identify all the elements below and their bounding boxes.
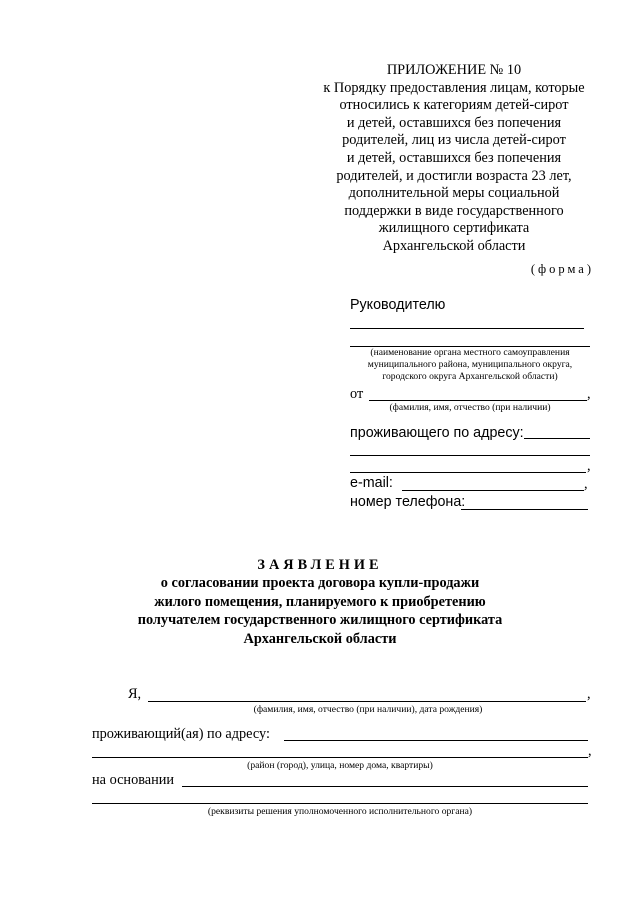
appendix-line: к Порядку предоставления лицам, которые — [323, 79, 585, 96]
address-field-1[interactable] — [524, 438, 590, 439]
appendix-line: жилищного сертификата — [378, 220, 530, 237]
statement-line: получателем государственного жилищного сертификата — [137, 612, 503, 629]
address-caption: (район (город), улица, номер дома, квартиры) — [247, 760, 433, 771]
name-caption: (фамилия, имя, отчество (при наличии) — [389, 402, 551, 413]
email-field[interactable] — [402, 490, 584, 491]
addressee-to: Руководителю — [350, 297, 446, 313]
org-caption-line: муниципального района, муниципального округа, — [367, 359, 573, 371]
comma: , — [587, 686, 591, 702]
addressee-line-1[interactable] — [350, 328, 584, 329]
appendix-title: ПРИЛОЖЕНИЕ № 10 — [386, 62, 522, 78]
appendix-line: и детей, оставшихся без попечения — [346, 114, 562, 131]
statement-heading: ЗАЯВЛЕНИЕ — [257, 557, 383, 573]
residing-label: проживающий(ая) по адресу: — [92, 726, 270, 742]
form-mark: (форма) — [530, 262, 594, 276]
appendix-line: поддержки в виде государственного — [344, 202, 564, 219]
address-field-3[interactable] — [350, 472, 586, 473]
comma: , — [587, 458, 591, 474]
appendix-line: родителей, и достигли возраста 23 лет, — [336, 167, 572, 184]
applicant-caption: (фамилия, имя, отчество (при наличии), дата рождения) — [253, 704, 483, 715]
comma: , — [584, 476, 588, 492]
statement-line: жилого помещения, планируемого к приобретению — [154, 593, 486, 610]
phone-field[interactable] — [461, 509, 588, 510]
appendix-line: Архангельской области — [382, 237, 526, 254]
statement-title — [0, 556, 640, 648]
org-caption-line: городского округа Архангельской области) — [382, 371, 558, 383]
appendix-line: дополнительной меры социальной — [348, 185, 560, 202]
appendix-block — [300, 62, 608, 256]
comma: , — [587, 386, 591, 402]
address-field-2[interactable] — [350, 455, 590, 456]
residing-field-2[interactable] — [92, 757, 588, 758]
statement-line: Архангельской области — [243, 630, 397, 647]
basis-field-1[interactable] — [182, 786, 588, 787]
basis-label: на основании — [92, 772, 175, 788]
appendix-line: относились к категориям детей-сирот — [339, 97, 569, 114]
from-label: от — [350, 386, 364, 402]
applicant-name-field[interactable] — [148, 701, 586, 702]
residing-field-1[interactable] — [284, 740, 588, 741]
phone-label: номер телефона: — [350, 494, 466, 510]
statement-line: о согласовании проекта договора купли-продажи — [160, 575, 480, 592]
basis-caption: (реквизиты решения уполномоченного исполнительного органа) — [207, 806, 473, 817]
comma: , — [588, 743, 592, 759]
email-label: e-mail: — [350, 475, 393, 491]
i-label: Я, — [128, 686, 142, 702]
from-name-field[interactable] — [369, 400, 587, 401]
org-caption — [350, 347, 590, 384]
address-label: проживающего по адресу: — [350, 425, 524, 441]
basis-field-2[interactable] — [92, 803, 588, 804]
org-caption-line: (наименование органа местного самоуправления — [370, 347, 570, 358]
appendix-line: родителей, лиц из числа детей-сирот — [342, 132, 566, 149]
appendix-line: и детей, оставшихся без попечения — [346, 149, 562, 166]
